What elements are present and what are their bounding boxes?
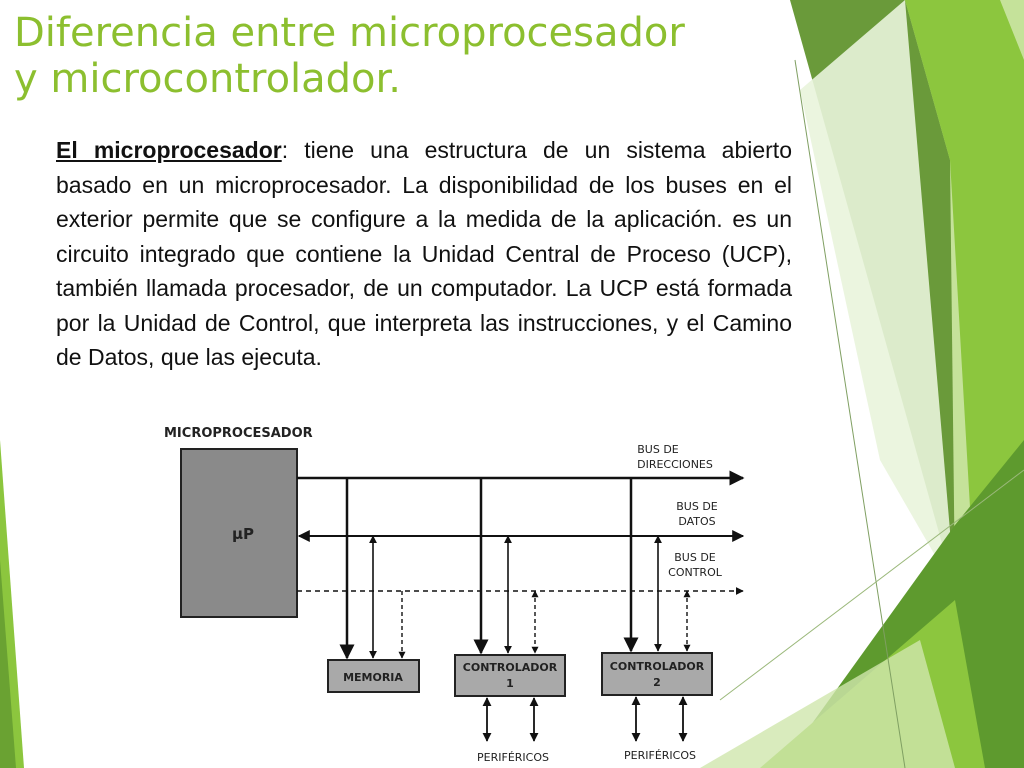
- controlador-1-label-2: 1: [506, 677, 514, 690]
- bus-datos-label-1: BUS DE: [676, 500, 718, 513]
- microprocessor-diagram: [140, 415, 760, 768]
- memoria-label: MEMORIA: [343, 671, 403, 684]
- perifericos-1-label: PERIFÉRICOS: [477, 751, 549, 764]
- controlador-2-label-1: CONTROLADOR: [609, 660, 705, 673]
- controlador-2-label-2: 2: [653, 676, 661, 689]
- body-text: : tiene una estructura de un sistema abierto basado en un microprocesador. La disponibilidad de los buses en el exterior permite que se configure a la medida de la aplicación. es un circuito integrado que contiene la Unidad Central de Proceso (UCP), también llamada procesador, de un computador. La UCP está formada por la Unidad de Control, que interpreta las instrucciones, y el Camino de Datos, que las ejecuta.: [56, 137, 792, 370]
- bus-control-label-2: CONTROL: [668, 566, 722, 579]
- body-paragraph: [56, 133, 792, 375]
- bus-control-label-1: BUS DE: [674, 551, 716, 564]
- slide-title-line-2: y microcontrolador.: [14, 56, 402, 102]
- diagram-caption: MICROPROCESADOR: [164, 426, 313, 441]
- slide-title: [14, 10, 774, 102]
- bus-direcciones-label-2: DIRECCIONES: [637, 458, 713, 471]
- bus-direcciones-label-1: BUS DE: [637, 443, 679, 456]
- slide-title-line-1: Diferencia entre microprocesador: [14, 10, 685, 56]
- controlador-1-label-1: CONTROLADOR: [462, 661, 558, 674]
- perifericos-2-label: PERIFÉRICOS: [624, 749, 696, 762]
- cpu-label: µP: [232, 525, 255, 543]
- bus-datos-label-2: DATOS: [678, 515, 716, 528]
- body-term: El microprocesador: [56, 137, 282, 163]
